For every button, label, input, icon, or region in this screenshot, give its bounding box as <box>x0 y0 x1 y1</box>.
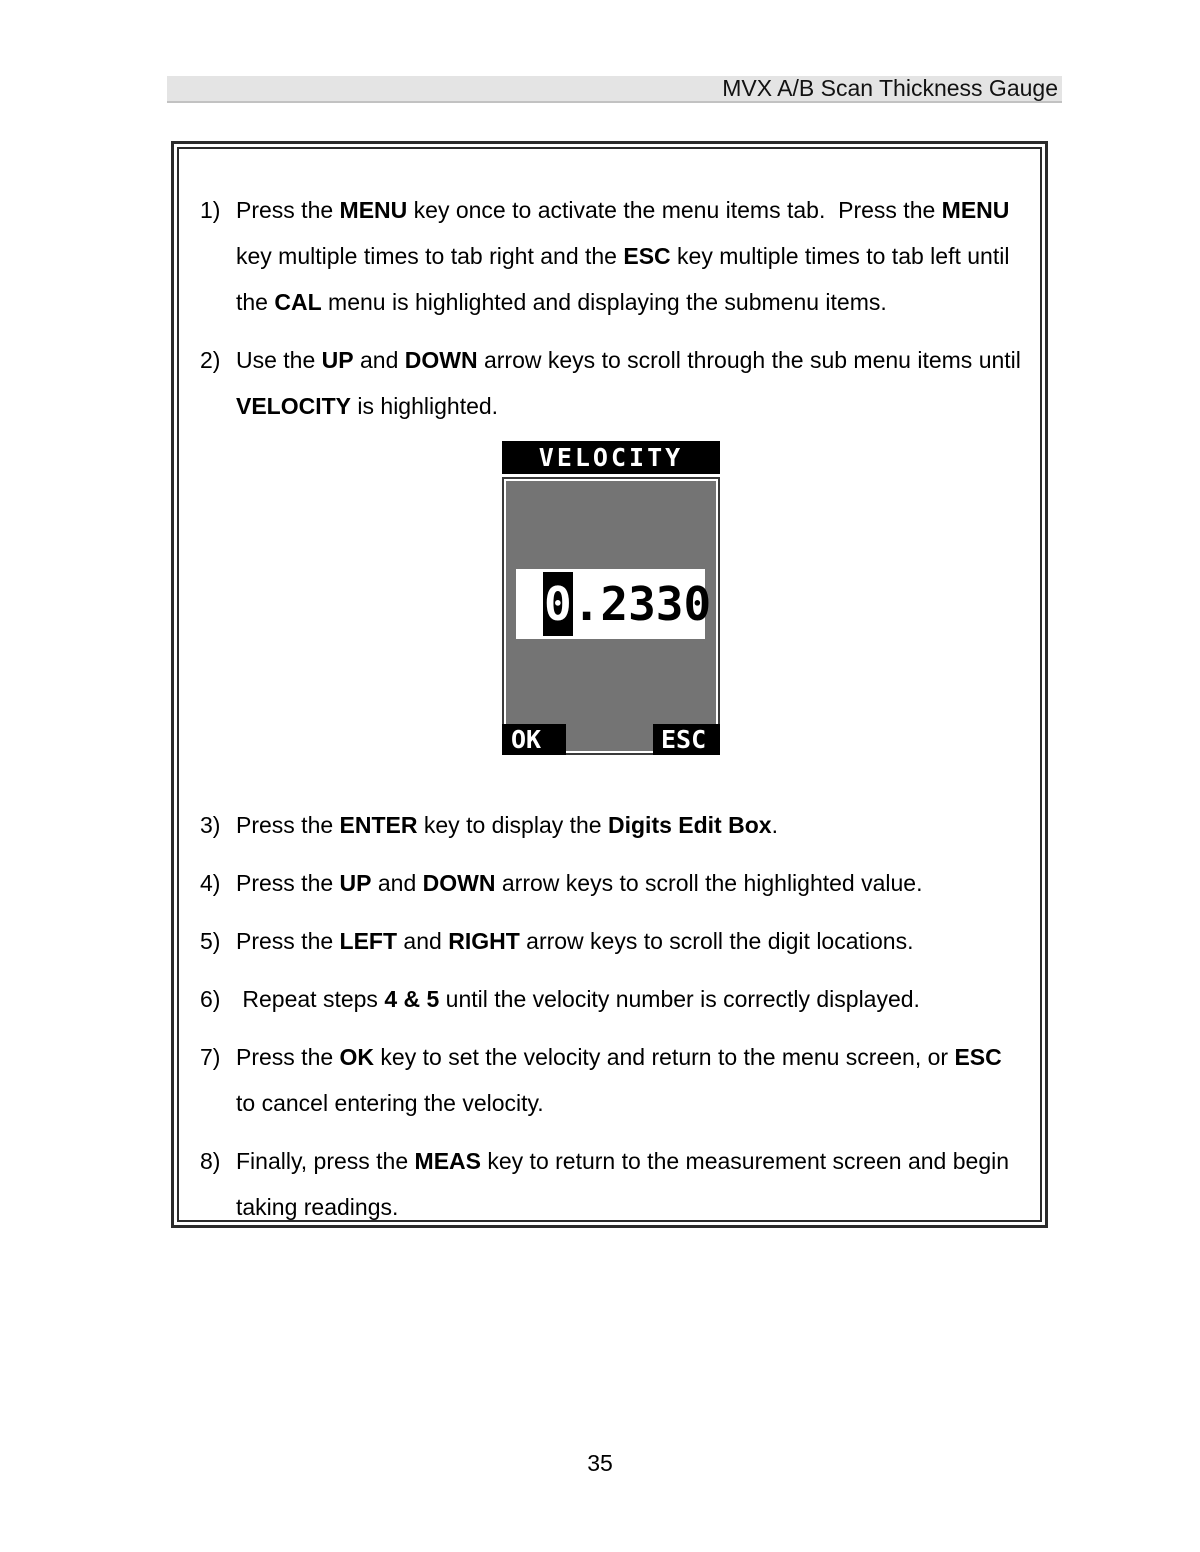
esc-key-text: ESC <box>661 725 707 754</box>
ok-key-text: OK <box>511 725 542 754</box>
page-header-title: MVX A/B Scan Thickness Gauge <box>722 75 1058 101</box>
digits-edit-box <box>516 569 712 639</box>
item-text: Repeat steps 4 & 5 until the velocity number is correctly displayed. <box>236 986 920 1012</box>
item-number: 6) <box>200 986 221 1012</box>
instruction-item <box>200 337 1028 429</box>
item-text: Press the OK key to set the velocity and return to the menu screen, or ESC to cancel entering the velocity. <box>236 1044 1009 1116</box>
screen-body <box>502 477 720 755</box>
instruction-box-inner <box>177 147 1042 1222</box>
instruction-list-bottom <box>200 802 1022 1222</box>
value-digits: .2330 <box>572 577 712 631</box>
instruction-item <box>200 976 1022 1022</box>
item-text: Press the MENU key once to activate the menu items tab. Press the MENU key multiple times to tab right and the ESC key multiple times to tab left until the CAL menu is highlighted and displaying the submenu items. <box>236 197 1016 315</box>
instruction-item <box>200 918 1022 964</box>
item-number: 7) <box>200 1044 221 1070</box>
item-number: 2) <box>200 347 221 373</box>
instruction-item <box>200 187 1022 325</box>
item-text: Use the UP and DOWN arrow keys to scroll through the sub menu items until VELOCITY is highlighted. <box>236 347 1028 419</box>
item-text: Press the UP and DOWN arrow keys to scroll the highlighted value. <box>236 870 923 896</box>
instruction-item <box>200 802 1022 848</box>
page-header-bar <box>167 76 1062 103</box>
esc-key-label <box>653 724 720 755</box>
item-number: 5) <box>200 928 221 954</box>
page-number: 35 <box>587 1450 613 1476</box>
ok-key-label <box>502 724 566 755</box>
device-screenshot <box>502 441 720 755</box>
item-number: 1) <box>200 197 221 223</box>
item-number: 4) <box>200 870 221 896</box>
item-number: 3) <box>200 812 221 838</box>
screen-title: VELOCITY <box>538 443 684 472</box>
item-text: Press the ENTER key to display the Digits Edit Box. <box>236 812 778 838</box>
instruction-list-top <box>200 187 1028 429</box>
instruction-box <box>171 141 1048 1228</box>
instruction-item <box>200 1138 1022 1222</box>
item-text: Finally, press the MEAS key to return to the measurement screen and begin taking readings. <box>236 1148 1016 1220</box>
screen-title-bar <box>502 441 720 474</box>
instruction-item <box>200 1034 1022 1126</box>
highlighted-digit: 0 <box>543 572 573 636</box>
instruction-item <box>200 860 1022 906</box>
item-number: 8) <box>200 1148 221 1174</box>
item-text: Press the LEFT and RIGHT arrow keys to scroll the digit locations. <box>236 928 914 954</box>
